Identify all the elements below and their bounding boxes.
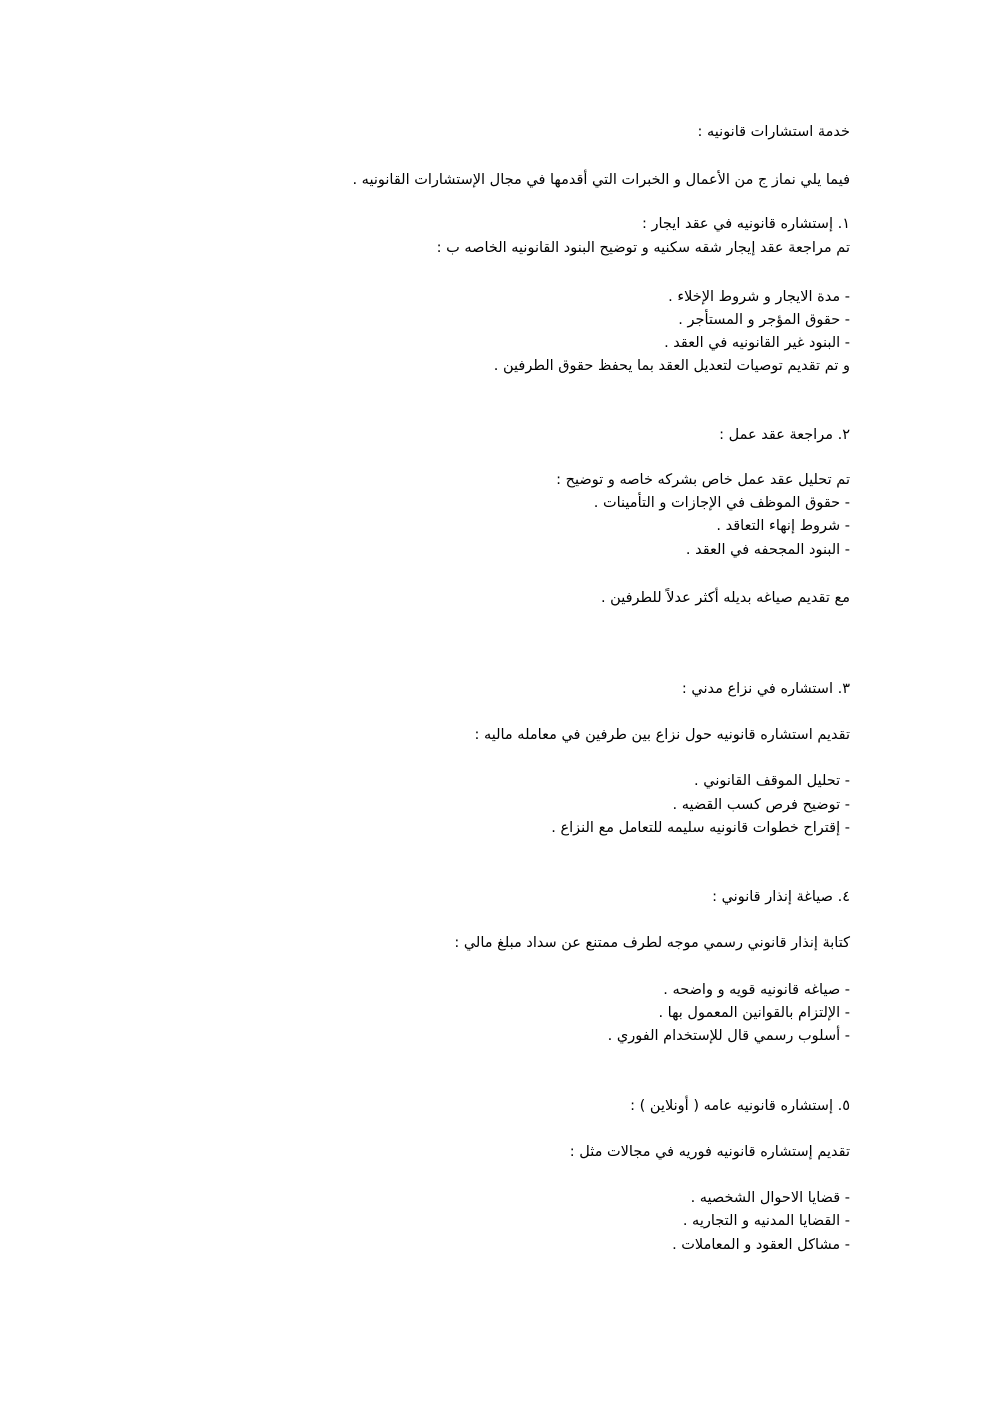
section-2-bullet-3: - البنود المجحفه في العقد .	[685, 542, 850, 558]
section-4-heading: ٤. صياغة إنذار قانوني :	[712, 889, 850, 905]
section-2-bullet-1: - حقوق الموظف في الإجازات و التأمينات .	[593, 495, 850, 511]
document-title: خدمة استشارات قانونيه :	[697, 124, 850, 140]
section-1-bullet-2: - حقوق المؤجر و المستأجر .	[678, 312, 850, 328]
section-5-intro: تقديم إستشاره قانونيه فوريه في مجالات مثل :	[569, 1144, 850, 1160]
section-1-bullet-1: - مدة الايجار و شروط الإخلاء .	[668, 289, 850, 305]
section-2-bullet-2: - شروط إنهاء التعاقد .	[716, 518, 850, 534]
section-1-conclusion: و تم تقديم توصيات لتعديل العقد بما يحفظ حقوق الطرفين .	[493, 358, 850, 374]
section-4-bullet-1: - صياغه قانونيه قويه و واضحه .	[663, 982, 850, 998]
section-2-intro: تم تحليل عقد عمل خاص بشركه خاصه و توضيح :	[556, 472, 850, 488]
section-4-bullet-3: - أسلوب رسمي قال للإستخدام الفوري .	[607, 1028, 850, 1044]
section-4-intro: كتابة إنذار قانوني رسمي موجه لطرف ممتنع عن سداد مبلغ مالي :	[454, 935, 850, 951]
section-3-bullet-1: - تحليل الموقف القانوني .	[694, 773, 850, 789]
section-1-bullet-3: - البنود غير القانونيه في العقد .	[664, 335, 850, 351]
document-intro: فيما يلي نماز ج من الأعمال و الخبرات التي أقدمها في مجال الإستشارات القانونيه .	[352, 172, 850, 188]
section-5-heading: ٥. إستشاره قانونيه عامه ( أونلاين ) :	[630, 1098, 850, 1114]
section-1-heading: ١. إستشاره قانونيه في عقد ايجار :	[642, 216, 850, 232]
section-3-bullet-3: - إقتراح خطوات قانونيه سليمه للتعامل مع النزاع .	[551, 820, 850, 836]
section-3-bullet-2: - توضيح فرص كسب القضيه .	[672, 797, 850, 813]
section-4-bullet-2: - الإلتزام بالقوانين المعمول بها .	[658, 1005, 850, 1021]
section-5-bullet-2: - القضايا المدنيه و التجاريه .	[682, 1213, 850, 1229]
section-2-conclusion: مع تقديم صياغه بديله أكثر عدلاً للطرفين .	[600, 590, 850, 606]
section-3-heading: ٣. استشاره في نزاع مدني :	[681, 681, 850, 697]
section-5-bullet-3: - مشاكل العقود و المعاملات .	[672, 1237, 850, 1253]
section-5-bullet-1: - قضايا الاحوال الشخصيه .	[690, 1190, 850, 1206]
section-3-intro: تقديم استشاره قانونيه حول نزاع بين طرفين في معامله ماليه :	[474, 727, 850, 743]
section-1-intro: تم مراجعة عقد إيجار شقه سكنيه و توضيح البنود القانونيه الخاصه ب :	[436, 240, 850, 256]
section-2-heading: ٢. مراجعة عقد عمل :	[719, 427, 850, 443]
